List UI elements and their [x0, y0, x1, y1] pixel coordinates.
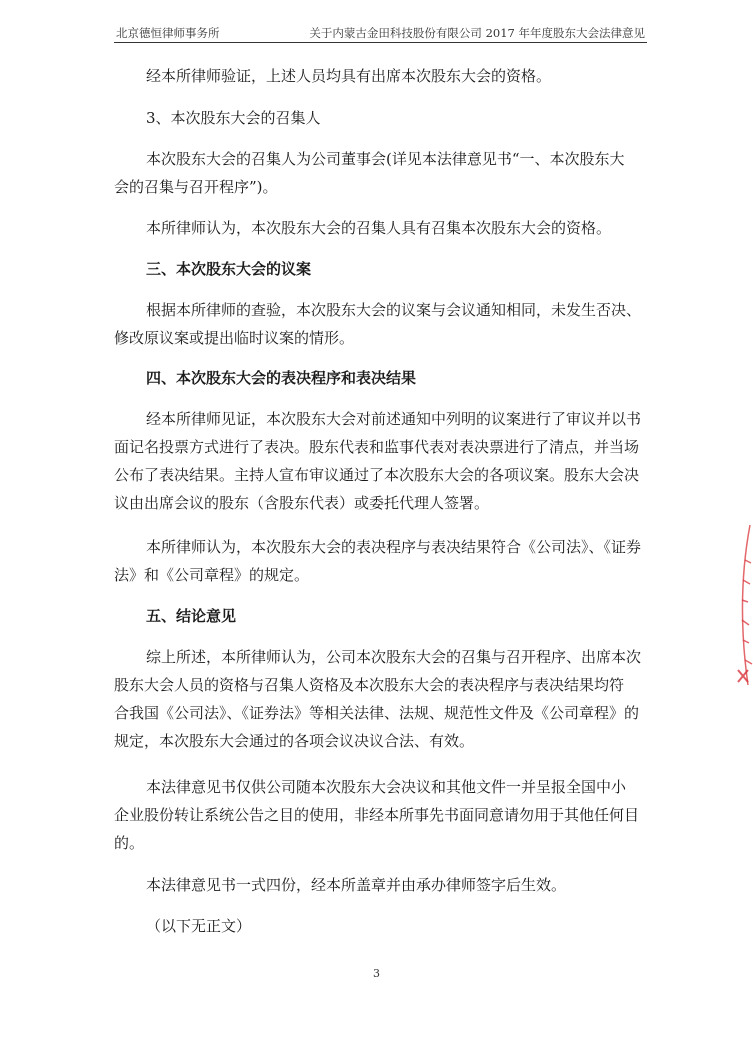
- text-line: 规定，本次股东大会通过的各项会议决议合法、有效。: [114, 732, 475, 750]
- text-line: 议由出席会议的股东（含股东代表）或委托代理人签署。: [114, 494, 490, 512]
- text-line: 本法律意见书一式四份，经本所盖章并由承办律师签字后生效。: [146, 876, 567, 894]
- text-line: 四、本次股东大会的表决程序和表决结果: [146, 369, 417, 387]
- paragraph-convener: [114, 145, 649, 201]
- seal-stamp-fragment: [728, 520, 753, 690]
- paragraph-convener-opinion: [114, 214, 649, 242]
- subheading-convener: [114, 104, 649, 132]
- text-line: 综上所述，本所律师认为，公司本次股东大会的召集与召开程序、出席本次: [146, 648, 642, 666]
- text-line: 三、本次股东大会的议案: [146, 260, 312, 278]
- text-line: 股东大会人员的资格与召集人资格及本次股东大会的表决程序与表决结果均符: [114, 676, 625, 694]
- header-firm-name: 北京德恒律师事务所: [116, 26, 220, 40]
- text-line: 修改原议案或提出临时议案的情形。: [114, 329, 355, 347]
- header-document-title: 关于内蒙古金田科技股份有限公司 2017 年年度股东大会法律意见: [309, 26, 645, 40]
- paragraph-attendee-qualification: [114, 62, 649, 90]
- paragraph-proposals: [114, 296, 649, 352]
- text-line: （以下无正文）: [146, 917, 252, 935]
- section-heading-voting: [114, 364, 649, 392]
- text-line: 本所律师认为，本次股东大会的召集人具有召集本次股东大会的资格。: [146, 219, 612, 237]
- paragraph-usage-restriction: [114, 773, 649, 857]
- text-line: 的。: [114, 834, 145, 852]
- text-line: 企业股份转让系统公告之目的使用，非经本所事先书面同意请勿用于其他任何目: [114, 806, 640, 824]
- paragraph-voting-procedure: [114, 405, 649, 517]
- text-line: 公布了表决结果。主持人宣布审议通过了本次股东大会的各项议案。股东大会决: [114, 466, 640, 484]
- text-line: 面记名投票方式进行了表决。股东代表和监事代表对表决票进行了清点，并当场: [114, 438, 640, 456]
- paragraph-conclusion: [114, 643, 649, 755]
- text-line: 会的召集与召开程序”)。: [114, 178, 278, 196]
- page-number: 3: [373, 967, 380, 980]
- text-line: 经本所律师验证，上述人员均具有出席本次股东大会的资格。: [146, 67, 552, 85]
- paragraph-voting-opinion: [114, 533, 649, 589]
- paragraph-copies: [114, 871, 649, 899]
- text-line: 五、结论意见: [146, 607, 237, 625]
- paragraph-end-note: [114, 912, 649, 940]
- text-line: 本法律意见书仅供公司随本次股东大会决议和其他文件一并呈报全国中小: [146, 778, 627, 796]
- text-line: 合我国《公司法》、《证券法》等相关法律、法规、规范性文件及《公司章程》的: [114, 704, 640, 722]
- text-line: 经本所律师见证，本次股东大会对前述通知中列明的议案进行了审议并以书: [146, 410, 642, 428]
- section-heading-proposals: [114, 255, 649, 283]
- section-heading-conclusion: [114, 602, 649, 630]
- text-line: 法》和《公司章程》的规定。: [114, 566, 310, 584]
- text-line: 根据本所律师的查验，本次股东大会的议案与会议通知相同，未发生否决、: [146, 301, 642, 319]
- page-header: [114, 20, 647, 43]
- text-line: 本次股东大会的召集人为公司董事会(详见本法律意见书“一、本次股东大: [146, 150, 625, 168]
- text-line: 3、本次股东大会的召集人: [146, 109, 321, 127]
- text-line: 本所律师认为，本次股东大会的表决程序与表决结果符合《公司法》、《证券: [146, 538, 642, 556]
